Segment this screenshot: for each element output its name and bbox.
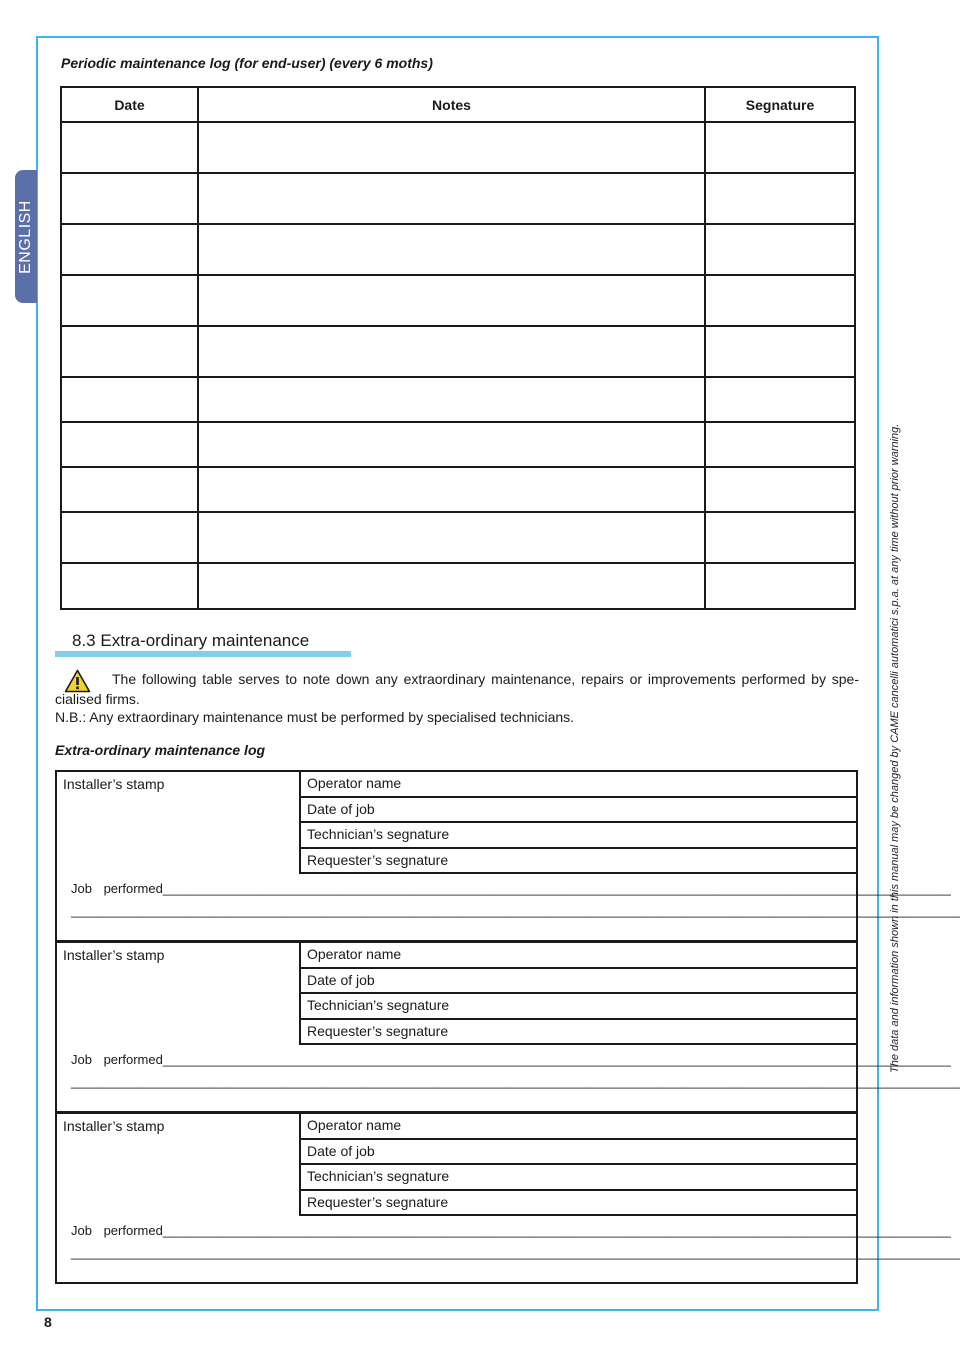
job-line-1: _____________________________________________________________________________________________________________ [162, 1052, 951, 1067]
signature-cell[interactable] [705, 422, 855, 467]
field-label: Technician’s segnature [307, 997, 450, 1013]
page-number: 8 [44, 1314, 52, 1330]
periodic-log-header-row [61, 87, 855, 122]
field-label: Operator name [307, 1117, 402, 1133]
job-performed-area[interactable] [71, 878, 960, 922]
date-cell[interactable] [61, 467, 198, 512]
operator-name-field[interactable] [301, 1114, 856, 1140]
notes-cell[interactable] [198, 422, 705, 467]
date-cell[interactable] [61, 173, 198, 224]
notes-cell[interactable] [198, 173, 705, 224]
field-label: Technician’s segnature [307, 826, 450, 842]
field-label: Technician’s segnature [307, 1168, 450, 1184]
table-row [61, 326, 855, 377]
signature-cell[interactable] [705, 563, 855, 609]
section-underline [55, 651, 351, 657]
signature-cell[interactable] [705, 467, 855, 512]
requester-signature-field[interactable] [301, 849, 856, 875]
notes-cell[interactable] [198, 512, 705, 563]
extra-log-block [55, 1112, 960, 1284]
notes-cell[interactable] [198, 275, 705, 326]
date-cell[interactable] [61, 563, 198, 609]
date-cell[interactable] [61, 326, 198, 377]
date-cell[interactable] [61, 512, 198, 563]
job-line-2: ___________________________________________________________________________________________________________________________ [71, 903, 960, 918]
table-row [61, 224, 855, 275]
job-performed-label: Job performed [71, 1052, 163, 1067]
date-cell[interactable] [61, 422, 198, 467]
periodic-log-table [60, 86, 856, 610]
signature-cell[interactable] [705, 377, 855, 422]
field-label: Requester’s segnature [307, 1193, 449, 1210]
nb-note: N.B.: Any extraordinary maintenance must be performed by specialised technicians. [55, 709, 575, 725]
job-line-2: ___________________________________________________________________________________________________________________________ [71, 1245, 960, 1260]
job-performed-label: Job performed [71, 1223, 163, 1238]
table-row [61, 563, 855, 609]
intro-text: The following table serves to note down any extraordinary maintenance, repairs or improvements performed by spe-cialised firms. [55, 671, 859, 707]
field-label: Operator name [307, 775, 402, 791]
language-tab [15, 170, 37, 303]
installer-stamp-label: Installer’s stamp [63, 947, 165, 963]
installer-stamp-label: Installer’s stamp [63, 776, 165, 792]
signature-cell[interactable] [705, 122, 855, 173]
notes-cell[interactable] [198, 326, 705, 377]
table-row [61, 422, 855, 467]
table-row [61, 173, 855, 224]
field-label: Date of job [307, 800, 375, 817]
field-label: Operator name [307, 946, 402, 962]
field-label: Requester’s segnature [307, 1022, 449, 1039]
notes-cell[interactable] [198, 224, 705, 275]
job-line-2: ___________________________________________________________________________________________________________________________ [71, 1074, 960, 1089]
technician-signature-field[interactable] [301, 994, 856, 1020]
date-cell[interactable] [61, 122, 198, 173]
job-performed-area[interactable] [71, 1220, 960, 1264]
date-cell[interactable] [61, 275, 198, 326]
signature-cell[interactable] [705, 326, 855, 377]
extra-log-block [55, 770, 960, 942]
installer-stamp-cell[interactable] [57, 1114, 301, 1216]
side-disclaimer: The data and information shown in this manual may be changed by CAME cancelli automatici s.p.a. at any time without prior warning. [889, 423, 901, 1073]
job-line-1: _____________________________________________________________________________________________________________ [162, 1223, 951, 1238]
table-row [61, 512, 855, 563]
extra-log-fields [301, 943, 856, 1045]
installer-stamp-label: Installer’s stamp [63, 1118, 165, 1134]
signature-cell[interactable] [705, 173, 855, 224]
requester-signature-field[interactable] [301, 1020, 856, 1046]
job-performed-label: Job performed [71, 881, 163, 896]
intro-paragraph [55, 669, 859, 709]
notes-cell[interactable] [198, 122, 705, 173]
column-header-notes: Notes [198, 87, 705, 122]
extra-log-fields [301, 1114, 856, 1216]
date-of-job-field[interactable] [301, 798, 856, 824]
date-cell[interactable] [61, 377, 198, 422]
requester-signature-field[interactable] [301, 1191, 856, 1217]
field-label: Date of job [307, 1142, 375, 1159]
table-row [61, 377, 855, 422]
column-header-date: Date [61, 87, 198, 122]
date-of-job-field[interactable] [301, 1140, 856, 1166]
periodic-log-title: Periodic maintenance log (for end-user) (every 6 moths) [61, 55, 433, 71]
field-label: Requester’s segnature [307, 851, 449, 868]
signature-cell[interactable] [705, 275, 855, 326]
table-row [61, 122, 855, 173]
column-header-signature: Segnature [705, 87, 855, 122]
installer-stamp-cell[interactable] [57, 943, 301, 1045]
language-tab-label: ENGLISH [17, 199, 34, 274]
date-cell[interactable] [61, 224, 198, 275]
notes-cell[interactable] [198, 467, 705, 512]
date-of-job-field[interactable] [301, 969, 856, 995]
technician-signature-field[interactable] [301, 823, 856, 849]
installer-stamp-cell[interactable] [57, 772, 301, 874]
table-row [61, 275, 855, 326]
operator-name-field[interactable] [301, 772, 856, 798]
section-heading: 8.3 Extra-ordinary maintenance [72, 631, 310, 650]
extra-log-fields [301, 772, 856, 874]
table-row [61, 467, 855, 512]
signature-cell[interactable] [705, 224, 855, 275]
job-performed-area[interactable] [71, 1049, 960, 1093]
technician-signature-field[interactable] [301, 1165, 856, 1191]
extra-log-block [55, 941, 960, 1113]
signature-cell[interactable] [705, 512, 855, 563]
notes-cell[interactable] [198, 563, 705, 609]
extra-log-title: Extra-ordinary maintenance log [55, 742, 266, 758]
field-label: Date of job [307, 971, 375, 988]
job-line-1: _____________________________________________________________________________________________________________ [162, 881, 951, 896]
notes-cell[interactable] [198, 377, 705, 422]
operator-name-field[interactable] [301, 943, 856, 969]
